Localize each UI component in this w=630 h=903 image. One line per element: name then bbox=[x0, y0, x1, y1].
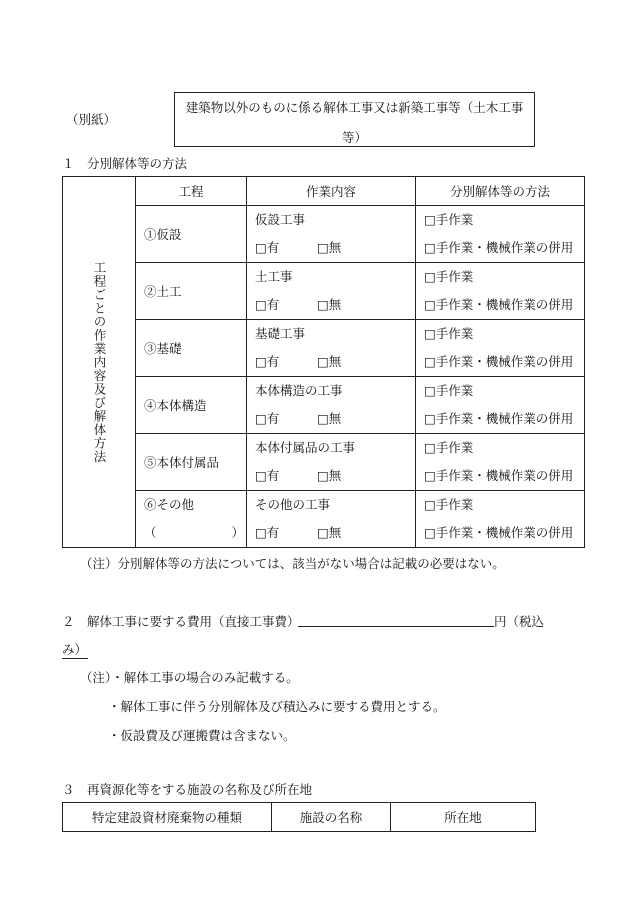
table-row bbox=[63, 434, 585, 491]
method-cell bbox=[416, 320, 585, 377]
table-row bbox=[63, 491, 585, 548]
process-label: ⑥その他 bbox=[144, 497, 195, 512]
work-cell bbox=[247, 320, 416, 377]
facility-table bbox=[62, 802, 536, 832]
checkbox-no[interactable]: □無 bbox=[317, 468, 342, 483]
process-cell bbox=[136, 434, 247, 491]
cost-input-line[interactable] bbox=[298, 626, 494, 627]
work-cell bbox=[247, 491, 416, 548]
checkbox-no[interactable]: □無 bbox=[317, 297, 342, 312]
table-row bbox=[63, 320, 585, 377]
process-cell bbox=[136, 263, 247, 320]
title-line2: 等） bbox=[341, 130, 367, 145]
work-label: 土工事 bbox=[255, 269, 293, 284]
title-line1: 建築物以外のものに係る解体工事又は新築工事等（土木工事 bbox=[185, 100, 524, 115]
method-cell bbox=[416, 263, 585, 320]
section2-note-1: （注）・解体工事の場合のみ記載する。 bbox=[80, 670, 299, 685]
method-cell bbox=[416, 206, 585, 263]
work-cell bbox=[247, 434, 416, 491]
checkbox-combined[interactable]: □手作業・機械作業の併用 bbox=[424, 297, 574, 312]
checkbox-manual[interactable]: □手作業 bbox=[424, 383, 474, 398]
section2-heading: ２ 解体工事に要する費用（直接工事費） bbox=[62, 614, 300, 629]
method-cell bbox=[416, 434, 585, 491]
process-label: ③基礎 bbox=[144, 341, 182, 356]
table-row bbox=[63, 206, 585, 263]
method-cell bbox=[416, 491, 585, 548]
work-cell bbox=[247, 263, 416, 320]
checkbox-manual[interactable]: □手作業 bbox=[424, 326, 474, 341]
col-header-facility-name: 施設の名称 bbox=[272, 803, 391, 832]
checkbox-yes[interactable]: □有 bbox=[255, 411, 280, 426]
method-cell bbox=[416, 377, 585, 434]
section2-note-2: ・解体工事に伴う分別解体及び積込みに要する費用とする。 bbox=[108, 699, 446, 714]
checkbox-combined[interactable]: □手作業・機械作業の併用 bbox=[424, 354, 574, 369]
col-header-work: 作業内容 bbox=[247, 177, 416, 206]
title-box bbox=[174, 92, 535, 147]
work-label: 基礎工事 bbox=[255, 326, 306, 341]
section1-note: （注）分別解体等の方法については、該当がない場合は記載の必要はない。 bbox=[80, 556, 505, 571]
checkbox-no[interactable]: □無 bbox=[317, 525, 342, 540]
side-label: 工程ごとの作業内容及び解体方法 bbox=[92, 260, 107, 464]
attachment-label: （別紙） bbox=[66, 112, 117, 127]
checkbox-combined[interactable]: □手作業・機械作業の併用 bbox=[424, 411, 574, 426]
checkbox-yes[interactable]: □有 bbox=[255, 240, 280, 255]
process-label: ①仮設 bbox=[144, 227, 182, 242]
process-label: ④本体構造 bbox=[144, 398, 207, 413]
checkbox-manual[interactable]: □手作業 bbox=[424, 269, 474, 284]
work-label: 仮設工事 bbox=[255, 212, 306, 227]
work-label: 本体構造の工事 bbox=[255, 383, 343, 398]
checkbox-combined[interactable]: □手作業・機械作業の併用 bbox=[424, 525, 574, 540]
table-row bbox=[63, 377, 585, 434]
col-header-method: 分別解体等の方法 bbox=[416, 177, 585, 206]
section2-note-3: ・仮設費及び運搬費は含まない。 bbox=[108, 728, 296, 743]
checkbox-yes[interactable]: □有 bbox=[255, 354, 280, 369]
process-cell bbox=[136, 377, 247, 434]
checkbox-manual[interactable]: □手作業 bbox=[424, 497, 474, 512]
checkbox-no[interactable]: □無 bbox=[317, 411, 342, 426]
process-other-input[interactable]: （ ） bbox=[144, 525, 245, 540]
checkbox-yes[interactable]: □有 bbox=[255, 525, 280, 540]
section1-heading: １ 分別解体等の方法 bbox=[62, 156, 188, 171]
checkbox-combined[interactable]: □手作業・機械作業の併用 bbox=[424, 240, 574, 255]
checkbox-yes[interactable]: □有 bbox=[255, 297, 280, 312]
work-cell bbox=[247, 377, 416, 434]
checkbox-manual[interactable]: □手作業 bbox=[424, 212, 474, 227]
checkbox-no[interactable]: □無 bbox=[317, 240, 342, 255]
process-label: ②土工 bbox=[144, 284, 182, 299]
method-table bbox=[62, 176, 585, 548]
cost-unit-cont: み） bbox=[62, 642, 88, 657]
checkbox-manual[interactable]: □手作業 bbox=[424, 440, 474, 455]
process-cell bbox=[136, 320, 247, 377]
side-label-cell bbox=[63, 177, 136, 548]
section3-heading: ３ 再資源化等をする施設の名称及び所在地 bbox=[62, 782, 313, 797]
cost-unit: 円（税込 bbox=[494, 614, 545, 629]
work-label: 本体付属品の工事 bbox=[255, 440, 356, 455]
col-header-waste-type: 特定建設資材廃棄物の種類 bbox=[63, 803, 272, 832]
checkbox-yes[interactable]: □有 bbox=[255, 468, 280, 483]
table-row bbox=[63, 263, 585, 320]
col-header-process: 工程 bbox=[136, 177, 247, 206]
work-cell bbox=[247, 206, 416, 263]
process-label: ⑤本体付属品 bbox=[144, 455, 220, 470]
checkbox-no[interactable]: □無 bbox=[317, 354, 342, 369]
checkbox-combined[interactable]: □手作業・機械作業の併用 bbox=[424, 468, 574, 483]
process-cell bbox=[136, 491, 247, 548]
process-cell bbox=[136, 206, 247, 263]
work-label: その他の工事 bbox=[255, 497, 331, 512]
col-header-location: 所在地 bbox=[391, 803, 536, 832]
